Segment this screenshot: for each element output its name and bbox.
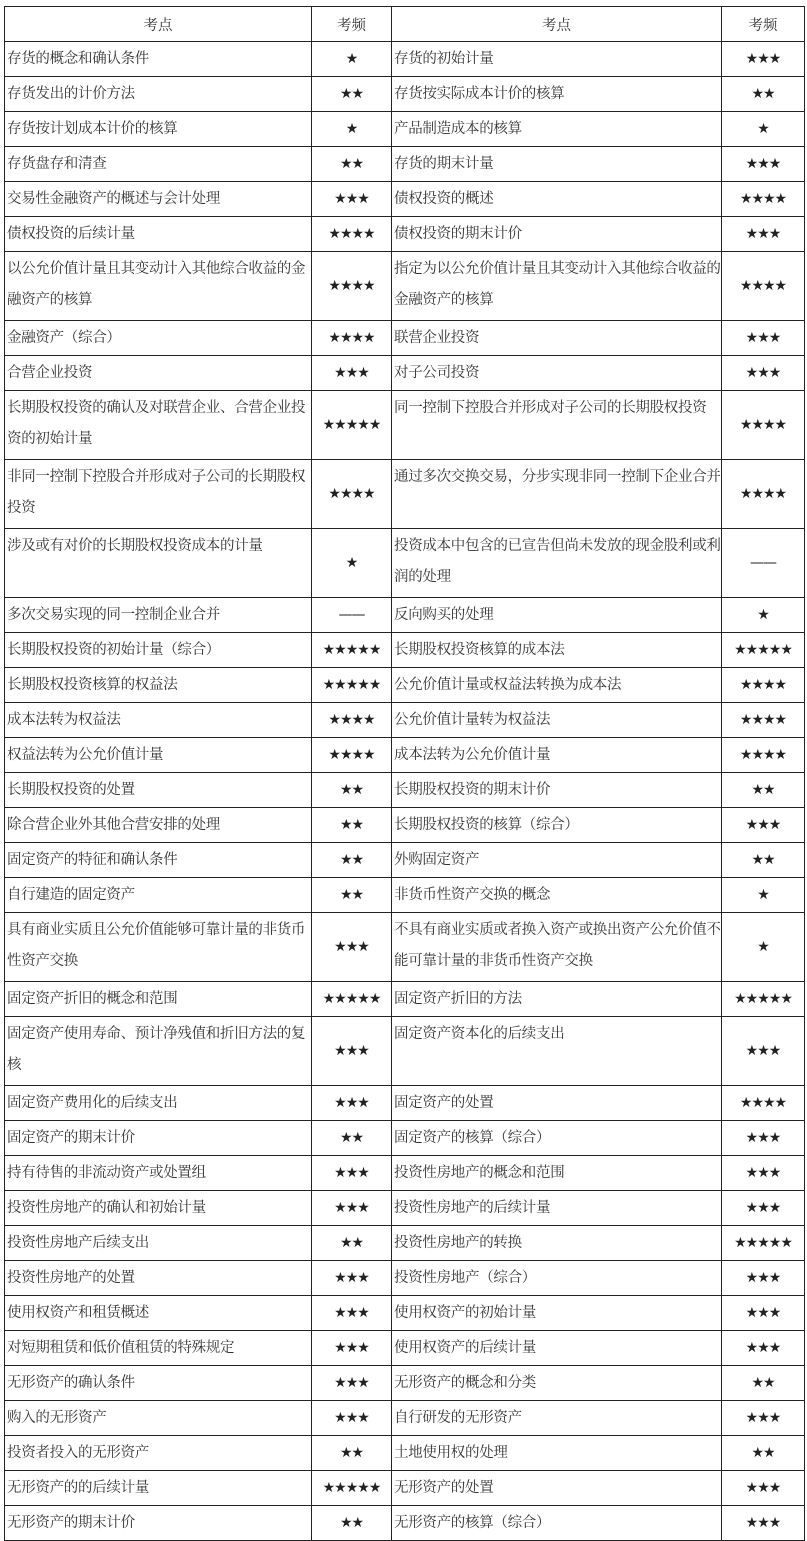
topic-right: 长期股权投资的期末计价 <box>392 773 722 808</box>
topic-left: 投资者投入的无形资产 <box>5 1436 312 1471</box>
frequency-right: ★ <box>722 598 805 633</box>
frequency-right: ★★★ <box>722 1156 805 1191</box>
topic-right: 通过多次交换交易，分步实现非同一控制下企业合并 <box>392 460 722 529</box>
table-row <box>5 982 805 1017</box>
table-row <box>5 1296 805 1331</box>
frequency-right: ★★★ <box>722 1401 805 1436</box>
table-row <box>5 738 805 773</box>
topic-left: 对短期租赁和低价值租赁的特殊规定 <box>5 1331 312 1366</box>
frequency-left: ★★ <box>312 1436 392 1471</box>
frequency-right: ★★★★★ <box>722 982 805 1017</box>
table-row <box>5 1156 805 1191</box>
topic-left: 合营企业投资 <box>5 356 312 391</box>
frequency-right: ★★ <box>722 77 805 112</box>
frequency-right: ★★★ <box>722 356 805 391</box>
frequency-left: ★★★ <box>312 1156 392 1191</box>
frequency-right: ★★★ <box>722 321 805 356</box>
table-body <box>5 42 805 1541</box>
table-row <box>5 773 805 808</box>
frequency-left: ★★★ <box>312 1296 392 1331</box>
frequency-left: —— <box>312 598 392 633</box>
topic-left: 成本法转为权益法 <box>5 703 312 738</box>
topic-right: 成本法转为公允价值计量 <box>392 738 722 773</box>
table-row <box>5 1436 805 1471</box>
table-row <box>5 77 805 112</box>
exam-topics-table <box>4 6 805 1541</box>
topic-right: 产品制造成本的核算 <box>392 112 722 147</box>
topic-right: 固定资产资本化的后续支出 <box>392 1017 722 1086</box>
topic-left: 无形资产的的后续计量 <box>5 1471 312 1506</box>
frequency-right: ★★★★ <box>722 182 805 217</box>
table-row <box>5 598 805 633</box>
topic-right: 使用权资产的初始计量 <box>392 1296 722 1331</box>
frequency-left: ★★★ <box>312 913 392 982</box>
table-row <box>5 217 805 252</box>
topic-right: 指定为以公允价值计量且其变动计入其他综合收益的金融资产的核算 <box>392 252 722 321</box>
frequency-left: ★★★ <box>312 182 392 217</box>
topic-left: 固定资产使用寿命、预计净残值和折旧方法的复核 <box>5 1017 312 1086</box>
frequency-left: ★★★ <box>312 1191 392 1226</box>
frequency-right: ★★★ <box>722 1191 805 1226</box>
frequency-left: ★★★★ <box>312 703 392 738</box>
topic-right: 非货币性资产交换的概念 <box>392 878 722 913</box>
frequency-right: ★★★★ <box>722 252 805 321</box>
topic-left: 存货的概念和确认条件 <box>5 42 312 77</box>
frequency-right: —— <box>722 529 805 598</box>
topic-right: 长期股权投资核算的成本法 <box>392 633 722 668</box>
topic-right: 投资性房地产的转换 <box>392 1226 722 1261</box>
frequency-right: ★★★★★ <box>722 633 805 668</box>
topic-left: 无形资产的确认条件 <box>5 1366 312 1401</box>
topic-left: 固定资产折旧的概念和范围 <box>5 982 312 1017</box>
frequency-right: ★★★ <box>722 217 805 252</box>
topic-right: 债权投资的期末计价 <box>392 217 722 252</box>
frequency-left: ★★★★ <box>312 217 392 252</box>
frequency-left: ★★★★★ <box>312 1471 392 1506</box>
table-row <box>5 1226 805 1261</box>
frequency-right: ★★★ <box>722 1121 805 1156</box>
frequency-right: ★ <box>722 112 805 147</box>
table-row <box>5 843 805 878</box>
table-row <box>5 878 805 913</box>
table-row <box>5 1017 805 1086</box>
topic-left: 具有商业实质且公允价值能够可靠计量的非货币性资产交换 <box>5 913 312 982</box>
topic-right: 存货按实际成本计价的核算 <box>392 77 722 112</box>
topic-right: 联营企业投资 <box>392 321 722 356</box>
topic-left: 长期股权投资的确认及对联营企业、合营企业投资的初始计量 <box>5 391 312 460</box>
table-row <box>5 1366 805 1401</box>
frequency-right: ★★ <box>722 1436 805 1471</box>
topic-left: 投资性房地产后续支出 <box>5 1226 312 1261</box>
table-row <box>5 1121 805 1156</box>
topic-left: 投资性房地产的确认和初始计量 <box>5 1191 312 1226</box>
topic-left: 以公允价值计量且其变动计入其他综合收益的金融资产的核算 <box>5 252 312 321</box>
topic-left: 持有待售的非流动资产或处置组 <box>5 1156 312 1191</box>
topic-left: 债权投资的后续计量 <box>5 217 312 252</box>
table-row <box>5 460 805 529</box>
header-freq-left: 考频 <box>312 7 392 42</box>
topic-left: 固定资产的特征和确认条件 <box>5 843 312 878</box>
frequency-left: ★★★★★ <box>312 391 392 460</box>
frequency-right: ★★★ <box>722 1506 805 1541</box>
topic-right: 反向购买的处理 <box>392 598 722 633</box>
topic-right: 投资性房地产的后续计量 <box>392 1191 722 1226</box>
topic-right: 长期股权投资的核算（综合） <box>392 808 722 843</box>
frequency-left: ★★★ <box>312 1401 392 1436</box>
frequency-right: ★★ <box>722 773 805 808</box>
table-row <box>5 321 805 356</box>
topic-right: 存货的初始计量 <box>392 42 722 77</box>
topic-left: 交易性金融资产的概述与会计处理 <box>5 182 312 217</box>
topic-right: 外购固定资产 <box>392 843 722 878</box>
topic-left: 自行建造的固定资产 <box>5 878 312 913</box>
frequency-left: ★★ <box>312 1506 392 1541</box>
topic-right: 无形资产的处置 <box>392 1471 722 1506</box>
table-row <box>5 42 805 77</box>
topic-left: 投资性房地产的处置 <box>5 1261 312 1296</box>
frequency-right: ★★★★★ <box>722 1226 805 1261</box>
frequency-left: ★★★★ <box>312 321 392 356</box>
frequency-right: ★★★ <box>722 808 805 843</box>
topic-left: 涉及或有对价的长期股权投资成本的计量 <box>5 529 312 598</box>
frequency-right: ★★★★ <box>722 391 805 460</box>
table-row <box>5 147 805 182</box>
topic-left: 使用权资产和租赁概述 <box>5 1296 312 1331</box>
frequency-right: ★★★★ <box>722 703 805 738</box>
topic-right: 公允价值计量或权益法转换为成本法 <box>392 668 722 703</box>
table-row <box>5 1261 805 1296</box>
topic-left: 除合营企业外其他合营安排的处理 <box>5 808 312 843</box>
frequency-left: ★ <box>312 112 392 147</box>
table-row <box>5 182 805 217</box>
frequency-right: ★★★ <box>722 1471 805 1506</box>
table-row <box>5 1086 805 1121</box>
topic-left: 无形资产的期末计价 <box>5 1506 312 1541</box>
frequency-right: ★★★ <box>722 1017 805 1086</box>
topic-left: 固定资产的期末计价 <box>5 1121 312 1156</box>
frequency-right: ★★★★ <box>722 460 805 529</box>
topic-right: 投资性房地产（综合） <box>392 1261 722 1296</box>
topic-right: 无形资产的概念和分类 <box>392 1366 722 1401</box>
table-row <box>5 252 805 321</box>
frequency-left: ★ <box>312 42 392 77</box>
frequency-left: ★★★★ <box>312 738 392 773</box>
topic-right: 公允价值计量转为权益法 <box>392 703 722 738</box>
frequency-right: ★★ <box>722 843 805 878</box>
table-row <box>5 913 805 982</box>
table-row <box>5 1191 805 1226</box>
topic-right: 固定资产的核算（综合） <box>392 1121 722 1156</box>
topic-right: 债权投资的概述 <box>392 182 722 217</box>
frequency-left: ★★★★ <box>312 460 392 529</box>
frequency-right: ★★★★ <box>722 1086 805 1121</box>
topic-left: 长期股权投资的处置 <box>5 773 312 808</box>
frequency-left: ★★★★ <box>312 252 392 321</box>
topic-right: 固定资产的处置 <box>392 1086 722 1121</box>
topic-right: 自行研发的无形资产 <box>392 1401 722 1436</box>
frequency-left: ★ <box>312 529 392 598</box>
frequency-left: ★★★ <box>312 1366 392 1401</box>
table-row <box>5 356 805 391</box>
table-row <box>5 808 805 843</box>
topic-right: 无形资产的核算（综合） <box>392 1506 722 1541</box>
topic-right: 投资成本中包含的已宣告但尚未发放的现金股利或利润的处理 <box>392 529 722 598</box>
topic-left: 购入的无形资产 <box>5 1401 312 1436</box>
table-row <box>5 391 805 460</box>
topic-right: 不具有商业实质或者换入资产或换出资产公允价值不能可靠计量的非货币性资产交换 <box>392 913 722 982</box>
frequency-left: ★★★ <box>312 1017 392 1086</box>
frequency-left: ★★★ <box>312 356 392 391</box>
frequency-right: ★ <box>722 913 805 982</box>
table-row <box>5 703 805 738</box>
topic-left: 非同一控制下控股合并形成对子公司的长期股权投资 <box>5 460 312 529</box>
table-row <box>5 668 805 703</box>
table-row <box>5 1506 805 1541</box>
frequency-right: ★★★ <box>722 42 805 77</box>
topic-left: 长期股权投资核算的权益法 <box>5 668 312 703</box>
frequency-right: ★ <box>722 878 805 913</box>
frequency-right: ★★★★ <box>722 668 805 703</box>
topic-right: 使用权资产的后续计量 <box>392 1331 722 1366</box>
table-row <box>5 529 805 598</box>
frequency-left: ★★ <box>312 147 392 182</box>
frequency-right: ★★★★ <box>722 738 805 773</box>
table-header-row <box>5 7 805 42</box>
table-row <box>5 1471 805 1506</box>
frequency-right: ★★★ <box>722 1261 805 1296</box>
topic-right: 土地使用权的处理 <box>392 1436 722 1471</box>
frequency-right: ★★ <box>722 1366 805 1401</box>
topic-left: 存货按计划成本计价的核算 <box>5 112 312 147</box>
frequency-left: ★★ <box>312 878 392 913</box>
frequency-left: ★★ <box>312 773 392 808</box>
frequency-left: ★★★★★ <box>312 633 392 668</box>
topic-right: 投资性房地产的概念和范围 <box>392 1156 722 1191</box>
topic-left: 存货盘存和清查 <box>5 147 312 182</box>
frequency-left: ★★★ <box>312 1331 392 1366</box>
frequency-left: ★★ <box>312 1226 392 1261</box>
frequency-left: ★★ <box>312 843 392 878</box>
frequency-left: ★★ <box>312 808 392 843</box>
frequency-right: ★★★ <box>722 1296 805 1331</box>
frequency-left: ★★ <box>312 77 392 112</box>
frequency-right: ★★★ <box>722 1331 805 1366</box>
frequency-left: ★★★★★ <box>312 982 392 1017</box>
table-row <box>5 112 805 147</box>
topic-left: 权益法转为公允价值计量 <box>5 738 312 773</box>
frequency-left: ★★★ <box>312 1086 392 1121</box>
topic-left: 存货发出的计价方法 <box>5 77 312 112</box>
topic-right: 存货的期末计量 <box>392 147 722 182</box>
topic-left: 长期股权投资的初始计量（综合） <box>5 633 312 668</box>
table-row <box>5 1401 805 1436</box>
topic-left: 固定资产费用化的后续支出 <box>5 1086 312 1121</box>
frequency-left: ★★ <box>312 1121 392 1156</box>
topic-right: 对子公司投资 <box>392 356 722 391</box>
header-topic-left: 考点 <box>5 7 312 42</box>
frequency-left: ★★★ <box>312 1261 392 1296</box>
frequency-left: ★★★★★ <box>312 668 392 703</box>
topic-left: 金融资产（综合） <box>5 321 312 356</box>
topic-left: 多次交易实现的同一控制企业合并 <box>5 598 312 633</box>
topic-right: 固定资产折旧的方法 <box>392 982 722 1017</box>
topic-right: 同一控制下控股合并形成对子公司的长期股权投资 <box>392 391 722 460</box>
header-topic-right: 考点 <box>392 7 722 42</box>
frequency-right: ★★★ <box>722 147 805 182</box>
table-row <box>5 633 805 668</box>
table-row <box>5 1331 805 1366</box>
header-freq-right: 考频 <box>722 7 805 42</box>
